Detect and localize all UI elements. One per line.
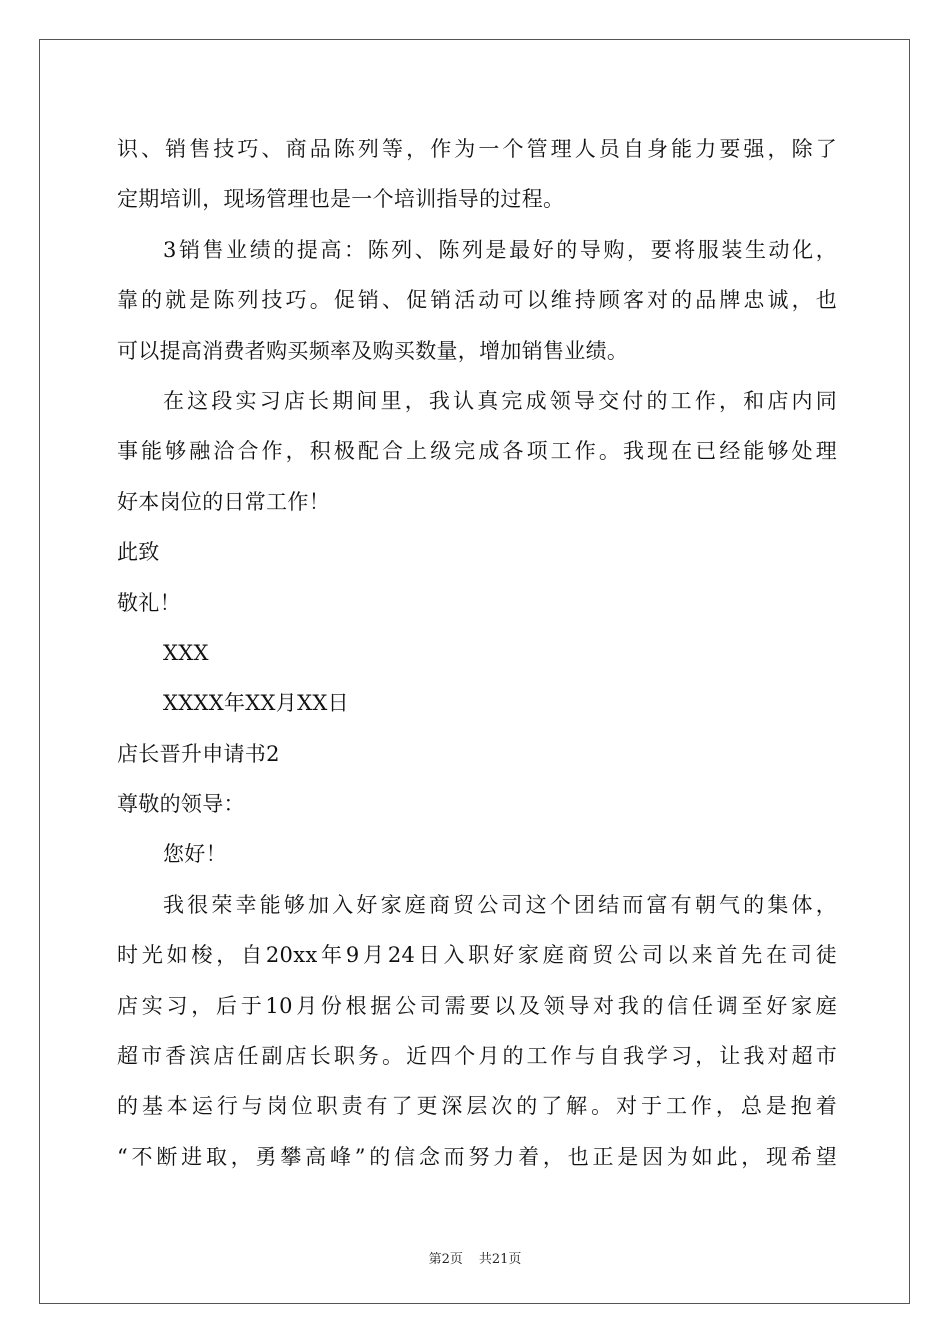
- text-line: XXXX年XX月XX日: [163, 691, 349, 716]
- text-line: 店长晋升申请书2: [117, 741, 280, 766]
- text-line: 尊敬的领导：: [117, 792, 245, 817]
- page-footer: [0, 1248, 950, 1267]
- text-line: 时光如梭，自20xx年9月24日入职好家庭商贸公司以来首先在司徒: [117, 943, 837, 968]
- text-line: 好本岗位的日常工作！: [117, 489, 330, 514]
- text-line: 定期培训，现场管理也是一个培训指导的过程。: [117, 187, 565, 212]
- text-line: 您好！: [163, 842, 227, 867]
- text-line: 事能够融洽合作，积极配合上级完成各项工作。我现在已经能够处理: [117, 439, 837, 464]
- text-line: 此致: [117, 540, 160, 565]
- text-line: 敬礼！: [117, 590, 181, 615]
- page-total: 共21页: [478, 1252, 522, 1267]
- text-line: XXX: [163, 640, 209, 665]
- document-body: [117, 124, 837, 1182]
- text-line: 超市香滨店任副店长职务。近四个月的工作与自我学习，让我对超市: [117, 1044, 837, 1069]
- text-line: 的基本运行与岗位职责有了更深层次的了解。对于工作，总是抱着: [117, 1094, 837, 1119]
- text-line: “不断进取，勇攀高峰”的信念而努力着，也正是因为如此，现希望: [117, 1144, 837, 1169]
- text-line: 识、销售技巧、商品陈列等，作为一个管理人员自身能力要强，除了: [117, 137, 837, 161]
- text-line: 在这段实习店长期间里，我认真完成领导交付的工作，和店内同: [163, 388, 837, 413]
- text-line: 靠的就是陈列技巧。促销、促销活动可以维持顾客对的品牌忠诚，也: [117, 288, 837, 313]
- page-number: 第2页: [428, 1252, 463, 1267]
- text-line: 可以提高消费者购买频率及购买数量，增加销售业绩。: [117, 338, 629, 363]
- text-line: 店实习，后于10月份根据公司需要以及领导对我的信任调至好家庭: [117, 993, 837, 1018]
- text-line: 3销售业绩的提高：陈列、陈列是最好的导购，要将服装生动化，: [163, 237, 837, 262]
- text-line: 我很荣幸能够加入好家庭商贸公司这个团结而富有朝气的集体，: [163, 892, 837, 917]
